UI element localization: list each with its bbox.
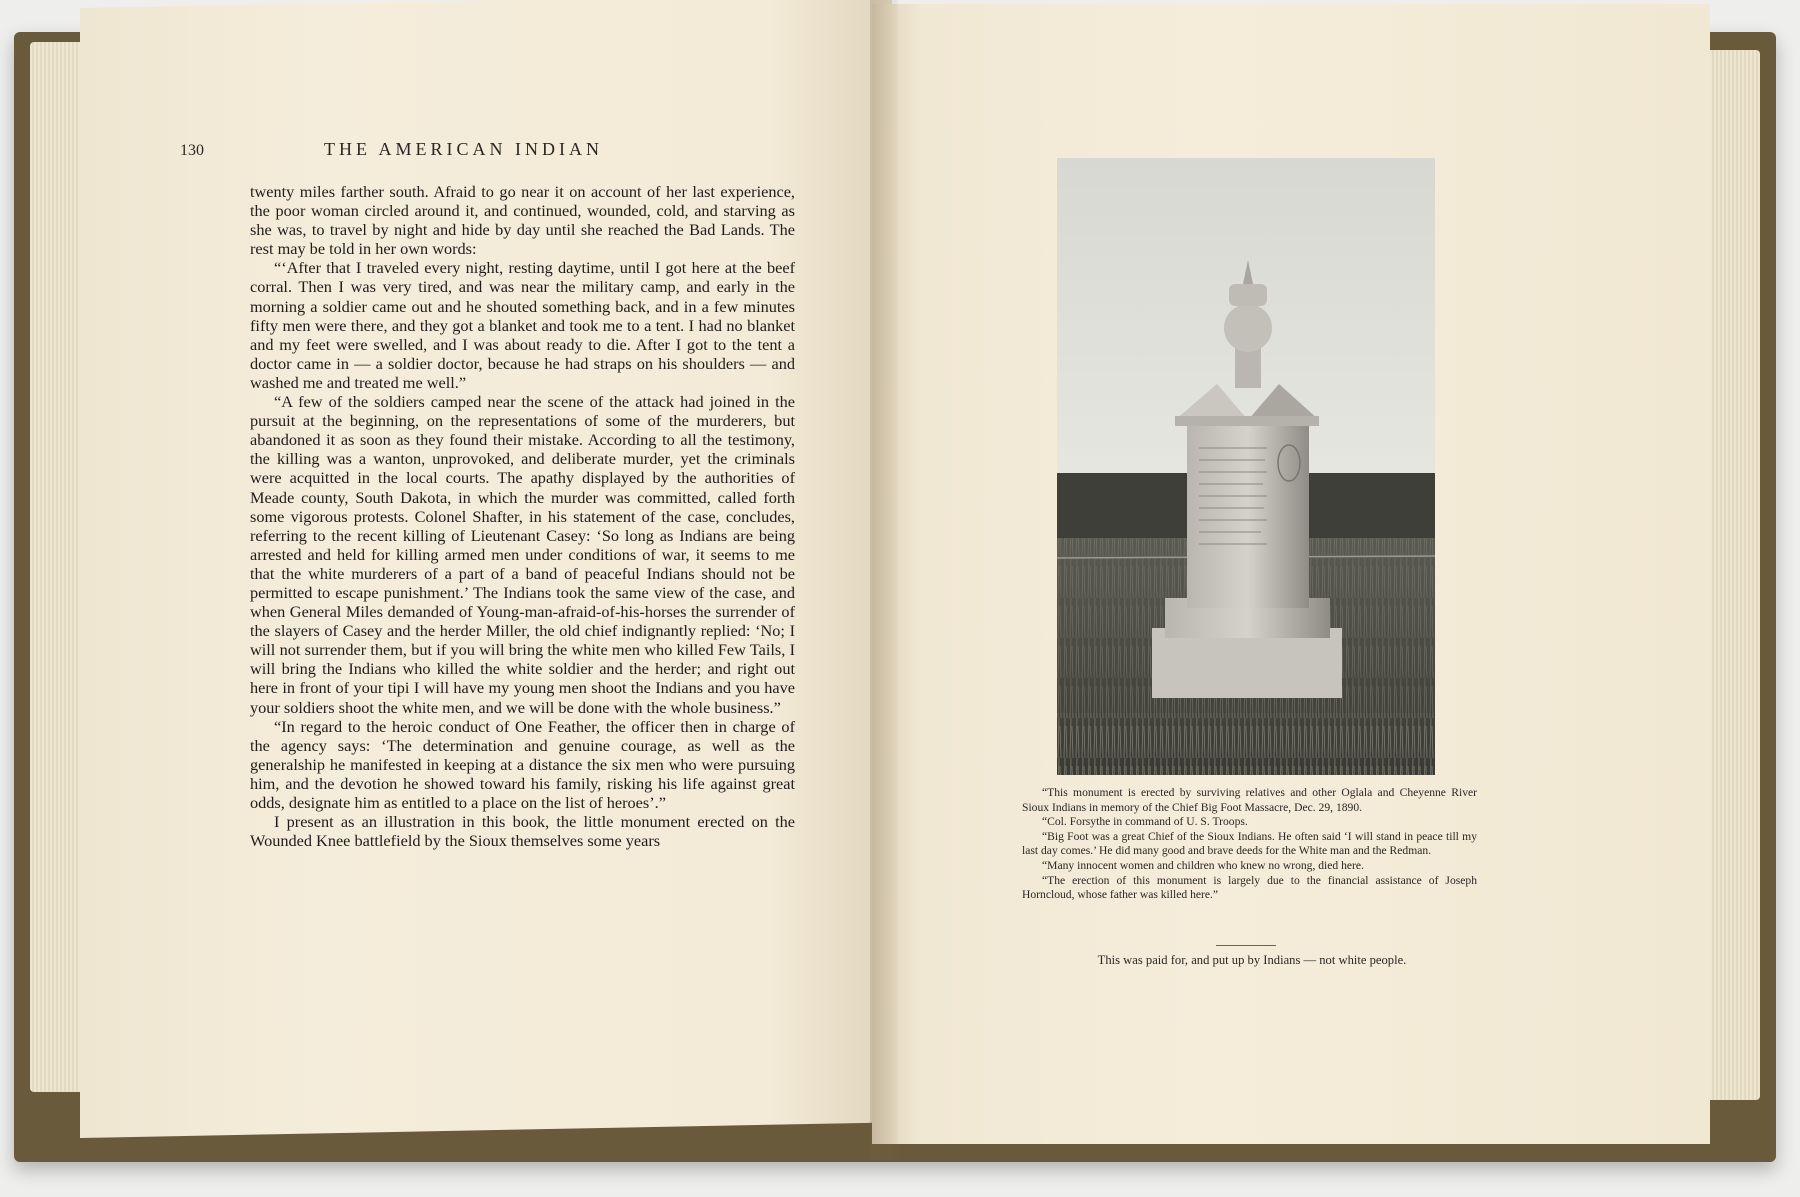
body-text: [250, 182, 795, 850]
running-head: [180, 134, 770, 160]
caption-line: “Big Foot was a great Chief of the Sioux Indians. He often said ‘I will stand in peace till my last day comes.’ He did many good and brave deeds for the White man and the Redman.: [1022, 829, 1477, 858]
page-number: 130: [180, 142, 204, 159]
monument-photo-illustration: [1057, 158, 1435, 775]
running-head-title: THE AMERICAN INDIAN: [324, 139, 603, 159]
paragraph: twenty miles farther south. Afraid to go near it on account of her last experience, the poor woman circled around it, and continued, wounded, cold, and starving as she was, to travel by night and hide by day until she reached the Bad Lands. The rest may be told in her own words:: [250, 182, 795, 259]
caption-line: “This monument is erected by surviving relatives and other Oglala and Cheyenne River Sioux Indians in memory of the Chief Big Foot Massacre, Dec. 29, 1890.: [1022, 786, 1477, 814]
caption-line: “Col. Forsythe in command of U. S. Troops.: [1042, 815, 1248, 829]
paragraph: “A few of the soldiers camped near the scene of the attack had joined in the pursuit at the beginning, on the representations of some of the murderers, but abandoned it as soon as they found their mistake. According to all the testimony, the killing was a wanton, unprovoked, and deliberate murder, yet the criminals were acquitted in the local courts. The apathy displayed by the authorities of Meade county, South Dakota, in which the murder was committed, called forth some vigorous protests. Colonel Shafter, in his statement of the case, concludes, referring to the recent killing of Lieutenant Casey: ‘So long as Indians are being arrested and held for killing armed men under conditions of war, it seems to me that the white murderers of a part of a band of peaceful Indians should not be permitted to escape punishment.’ The Indians took the same view of the case, and when General Miles demanded of Young-man-afraid-of-his-horses the surrender of the slayers of Casey and the herder Miller, the old chief indignantly replied: ‘No; I will not surrender them, but if you will bring the white men who killed Few Tails, I will bring the Indians who killed the white soldier and the herder; and right out here in front of your tipi I will have my young men shoot the Indians and you have your soldiers shoot the white men, and we will be done with the whole business.”: [250, 392, 795, 717]
monument-photo: [1057, 158, 1435, 775]
photo-caption: [1022, 786, 1477, 903]
caption-line: “The erection of this monument is largely due to the financial assistance of Joseph Horncloud, whose father was killed here.”: [1022, 873, 1477, 902]
caption-note: This was paid for, and put up by Indians — not white people.: [1097, 953, 1407, 967]
book-gutter: [870, 0, 898, 1160]
paragraph: “In regard to the heroic conduct of One Feather, the officer then in charge of the agency says: ‘The determination and genuine courage, as well as the generalship he manifested in keeping at a distance the six men who were pursuing him, and the devotion he showed toward his family, risking his life against great odds, designate him as entitled to a place on the list of heroes’.”: [250, 716, 795, 812]
paragraph: I present as an illustration in this book, the little monument erected on the Wounded Knee battlefield by the Sioux themselves some years: [250, 812, 795, 851]
caption-divider: [1216, 945, 1276, 946]
paragraph: “‘After that I traveled every night, resting daytime, until I got here at the beef corral. Then I was very tired, and was near the military camp, and early in the morning a soldier came out and he shouted something back, and in a few minutes fifty men were there, and they got a blanket and took me to a tent. I had no blanket and my feet were swelled, and I was about ready to die. After I got to the tent a doctor came in — a soldier doctor, because he had straps on his shoulders — and washed me and treated me well.”: [250, 258, 795, 392]
caption-line: “Many innocent women and children who knew no wrong, died here.: [1042, 858, 1364, 872]
